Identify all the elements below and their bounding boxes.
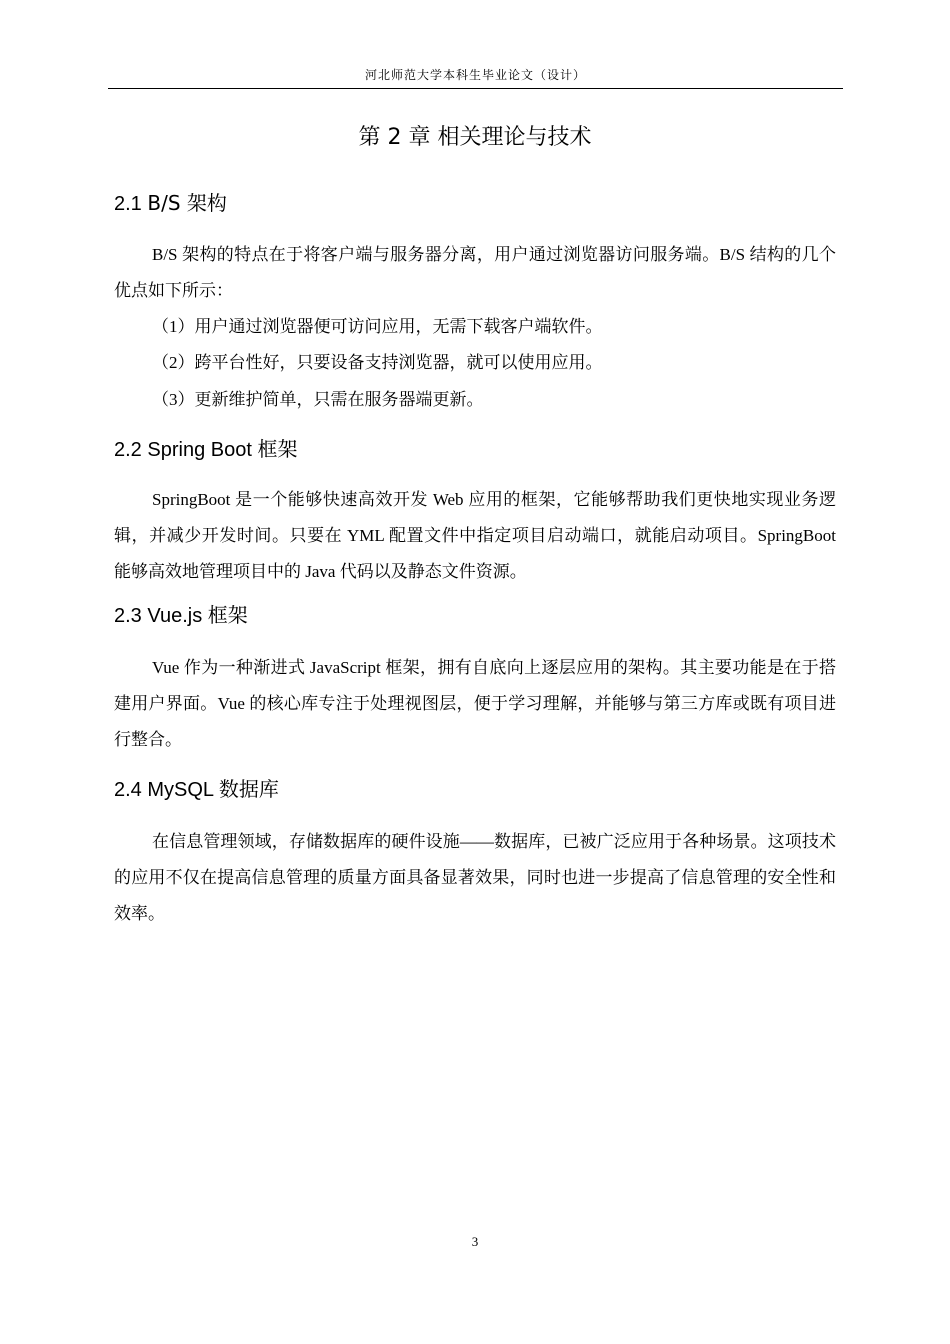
section-title: B/S 架构 xyxy=(147,191,227,215)
section-heading-2-4 xyxy=(114,775,279,805)
paragraph-bs-intro: B/S 架构的特点在于将客户端与服务器分离，用户通过浏览器访问服务端。B/S 结构的几个优点如下所示： xyxy=(114,245,836,300)
chapter-title: 第 2 章 相关理论与技术 xyxy=(358,125,592,150)
page-number: 3 xyxy=(471,1234,479,1249)
paragraph-vue: Vue 作为一种渐进式 JavaScript 框架，拥有自底向上逐层应用的架构。其主要功能是在于搭建用户界面。Vue 的核心库专注于处理视图层，便于学习理解，并能够与第三方库或既有项目进行整合。 xyxy=(114,658,836,749)
section-title: Spring Boot 框架 xyxy=(147,439,298,461)
page-header xyxy=(108,64,843,89)
section-heading-2-3 xyxy=(114,601,248,631)
list-item-bs-3: （3）更新维护简单，只需在服务器端更新。 xyxy=(152,390,484,409)
section-number: 2.3 xyxy=(114,605,142,627)
section-title: Vue.js 框架 xyxy=(147,605,248,627)
section-number: 2.2 xyxy=(114,439,142,461)
section-number: 2.1 xyxy=(114,193,142,215)
list-item-bs-1: （1）用户通过浏览器便可访问应用，无需下载客户端软件。 xyxy=(152,317,603,336)
section-number: 2.4 xyxy=(114,779,142,801)
section-heading-2-2 xyxy=(114,435,297,465)
paragraph-springboot: SpringBoot 是一个能够快速高效开发 Web 应用的框架，它能够帮助我们更快地实现业务逻辑，并减少开发时间。只要在 YML 配置文件中指定项目启动端口，就能启动项目。SpringBoot 能够高效地管理项目中的 Java 代码以及静态文件资源。 xyxy=(114,490,836,581)
paragraph-mysql: 在信息管理领域，存储数据库的硬件设施——数据库，已被广泛应用于各种场景。这项技术的应用不仅在提高信息管理的质量方面具备显著效果，同时也进一步提高了信息管理的安全性和效率。 xyxy=(114,832,836,923)
section-title: MySQL 数据库 xyxy=(147,779,279,801)
list-item-bs-2: （2）跨平台性好，只要设备支持浏览器，就可以使用应用。 xyxy=(152,353,603,372)
header-text: 河北师范大学本科生毕业论文（设计） xyxy=(364,68,586,82)
section-heading-2-1 xyxy=(114,188,227,219)
